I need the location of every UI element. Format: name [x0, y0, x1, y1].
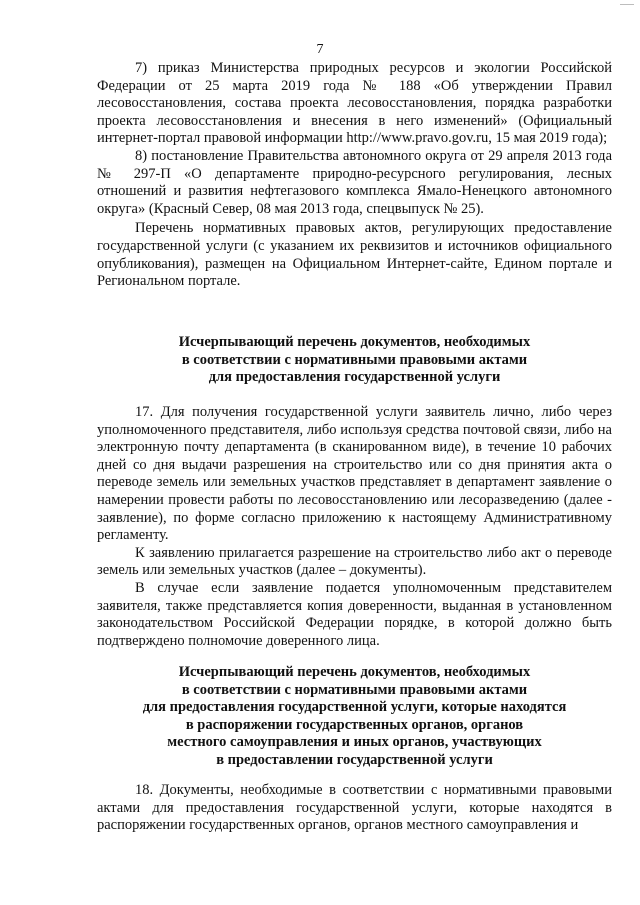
- list-item-8: [97, 148, 612, 218]
- section-heading-interagency-documents: [97, 664, 612, 770]
- heading-line: для предоставления государственной услуги, которые находятся: [142, 699, 567, 716]
- heading-line: в предоставлении государственной услуги: [216, 751, 493, 768]
- heading-line: для предоставления государственной услуги: [208, 369, 501, 386]
- paragraph-18: 18. Документы, необходимые в соответствии с нормативными правовыми актами для предоставления государственной услуги, которые находятся в распоряжении государственных органов, органов местного самоуправления и: [97, 782, 612, 834]
- paragraph-representative: В случае если заявление подается уполномоченным представителем заявителя, также представляется копия доверенности, выданная в установленном законодательством Российской Федерации порядке, в которой должно быть подтверждено полномочие доверенного лица.: [97, 579, 612, 649]
- heading-line: в соответствии с нормативными правовыми актами: [181, 681, 528, 698]
- list-item-number: 7): [135, 60, 148, 76]
- heading-line: Исчерпывающий перечень документов, необходимых: [178, 664, 531, 680]
- list-item-text: постановление Правительства автономного округа от 29 апреля 2013 года № 297-П «О департаменте природно-ресурсного регулирования, лесных отношений и развития нефтегазового комплекса Ямало-Ненецкого автономного округа» (Красный Север, 08 мая 2013 года, спецвыпуск № 25).: [97, 147, 612, 217]
- list-item-text: приказ Министерства природных ресурсов и экологии Российской Федерации от 25 марта 2019 года № 188 «Об утверждении Правил лесовосстановления, состава проекта лесовосстановления, порядка разработки проекта лесовосстановления и внесения в него изменений» (Официальный интернет-портал правовой информации http://www.pravo.gov.ru, 15 мая 2019 года);: [97, 60, 612, 147]
- list-item-7: [97, 60, 612, 148]
- page-number: 7: [316, 42, 324, 57]
- heading-line: Исчерпывающий перечень документов, необходимых: [178, 334, 531, 350]
- heading-line: в соответствии с нормативными правовыми актами: [181, 351, 528, 368]
- section-17: [97, 404, 612, 650]
- heading-line: в распоряжении государственных органов, органов: [185, 716, 524, 733]
- paragraph-attachments: К заявлению прилагается разрешение на строительство либо акт о переводе земель или земельных участков (далее – документы).: [97, 544, 612, 579]
- legal-acts-list: [97, 60, 612, 291]
- publication-paragraph: Перечень нормативных правовых актов, регулирующих предоставление государственной услуги (с указанием их реквизитов и источников официального опубликования), размещен на Официальном Интернет-сайте, Едином портале и Региональном портале.: [97, 220, 612, 290]
- section-heading-documents: [97, 334, 612, 387]
- heading-line: местного самоуправления и иных органов, участвующих: [167, 734, 542, 751]
- scan-edge-mark: [620, 4, 634, 5]
- list-item-number: 8): [135, 147, 148, 164]
- section-18: [97, 782, 612, 835]
- paragraph-17: 17. Для получения государственной услуги заявитель лично, либо через уполномоченного представителя, либо используя средства почтовой связи, либо на электронную почту департамента (в сканированном виде), в течение 10 рабочих дней со дня выдачи разрешения на строительство или со дня принятия акта о переводе земель или земельных участков представляет в департамент заявление о намерении провести работы по лесовосстановлению или лесоразведению (далее - заявление), по форме согласно приложению к настоящему Административному регламенту.: [97, 404, 612, 544]
